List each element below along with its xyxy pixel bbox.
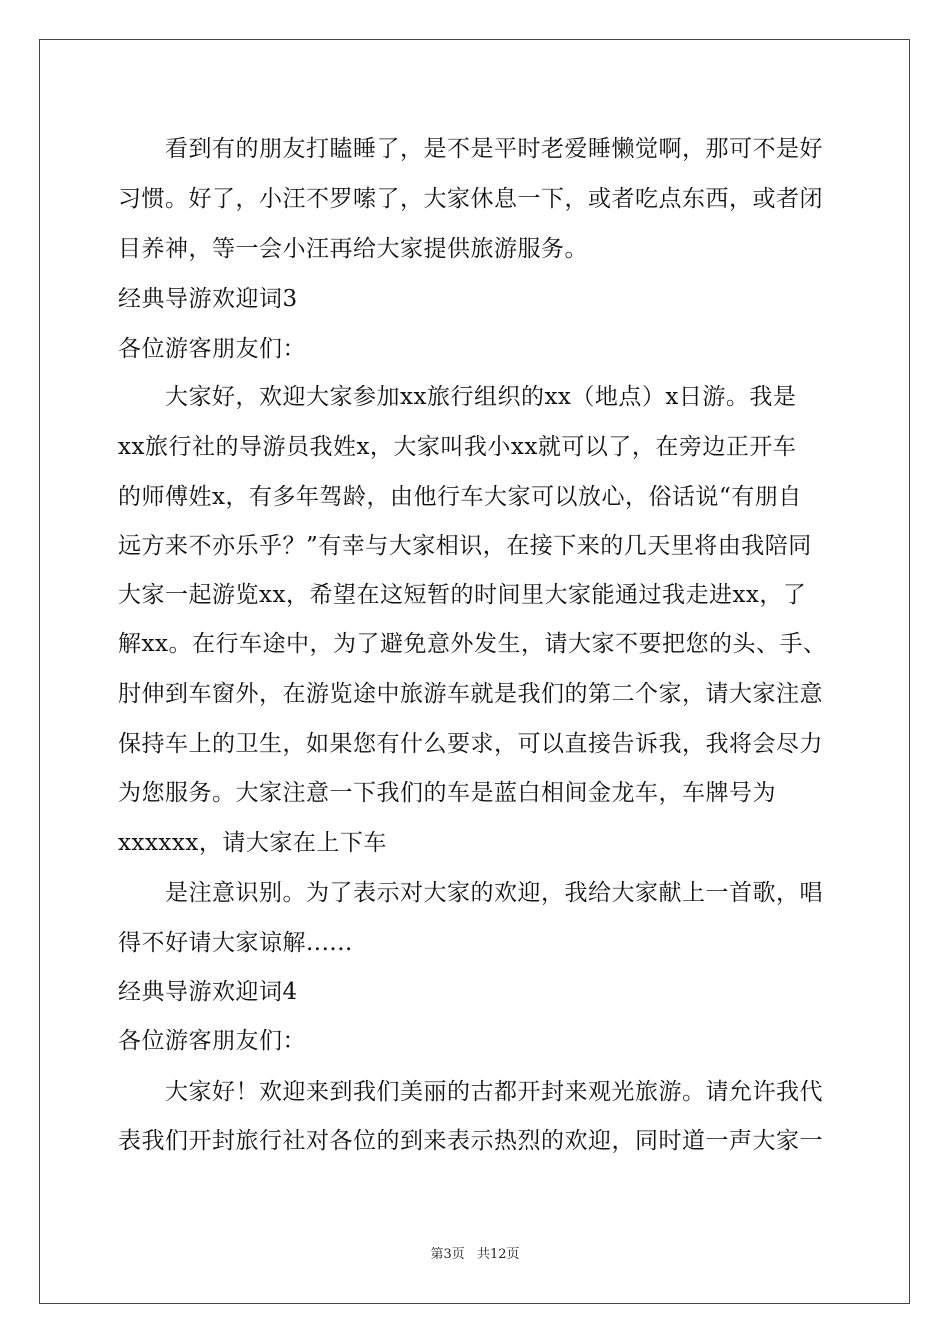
text-line: 的师傅姓x，有多年驾龄，由他行车大家可以放心，俗话说“有朋自 — [118, 484, 802, 510]
page-number: 第3页 — [430, 1247, 465, 1262]
text-line: 保持车上的卫生，如果您有什么要求，可以直接告诉我，我将会尽力 — [118, 731, 823, 757]
greeting-line: 各位游客朋友们： — [118, 1028, 306, 1054]
section-heading: 经典导游欢迎词3 — [118, 286, 298, 312]
text-line: 大家好！欢迎来到我们美丽的古都开封来观光旅游。请允许我代 — [165, 1079, 823, 1105]
text-line: 远方来不亦乐乎？”有幸与大家相识，在接下来的几天里将由我陪同 — [118, 533, 812, 559]
text-line: 大家好，欢迎大家参加xx旅行组织的xx（地点）x日游。我是 — [165, 384, 797, 410]
text-line: 得不好请大家谅解...... — [118, 930, 353, 956]
text-line: xxxxxx，请大家在上下车 — [118, 830, 387, 856]
page-border — [39, 39, 910, 1304]
section-heading: 经典导游欢迎词4 — [118, 979, 298, 1005]
greeting-line: 各位游客朋友们： — [118, 336, 306, 362]
text-line: 肘伸到车窗外，在游览途中旅游车就是我们的第二个家，请大家注意 — [118, 681, 823, 707]
text-line: 大家一起游览xx，希望在这短暂的时间里大家能通过我走进xx，了 — [118, 582, 807, 608]
text-line: 习惯。好了，小汪不罗嗦了，大家休息一下，或者吃点东西，或者闭 — [118, 186, 823, 212]
page-total: 共12页 — [476, 1247, 520, 1262]
text-line: 看到有的朋友打瞌睡了，是不是平时老爱睡懒觉啊，那可不是好 — [165, 136, 823, 162]
text-line: 是注意识别。为了表示对大家的欢迎，我给大家献上一首歌，唱 — [165, 880, 823, 906]
text-line: 解xx。在行车途中，为了避免意外发生，请大家不要把您的头、手、 — [118, 631, 827, 657]
page-footer — [0, 1247, 950, 1263]
text-line: 目养神，等一会小汪再给大家提供旅游服务。 — [118, 236, 588, 262]
text-line: 表我们开封旅行社对各位的到来表示热烈的欢迎，同时道一声大家一 — [118, 1128, 823, 1154]
text-line: 为您服务。大家注意一下我们的车是蓝白相间金龙车，车牌号为 — [118, 780, 776, 806]
text-line: xx旅行社的导游员我姓x，大家叫我小xx就可以了，在旁边正开车 — [118, 434, 797, 460]
